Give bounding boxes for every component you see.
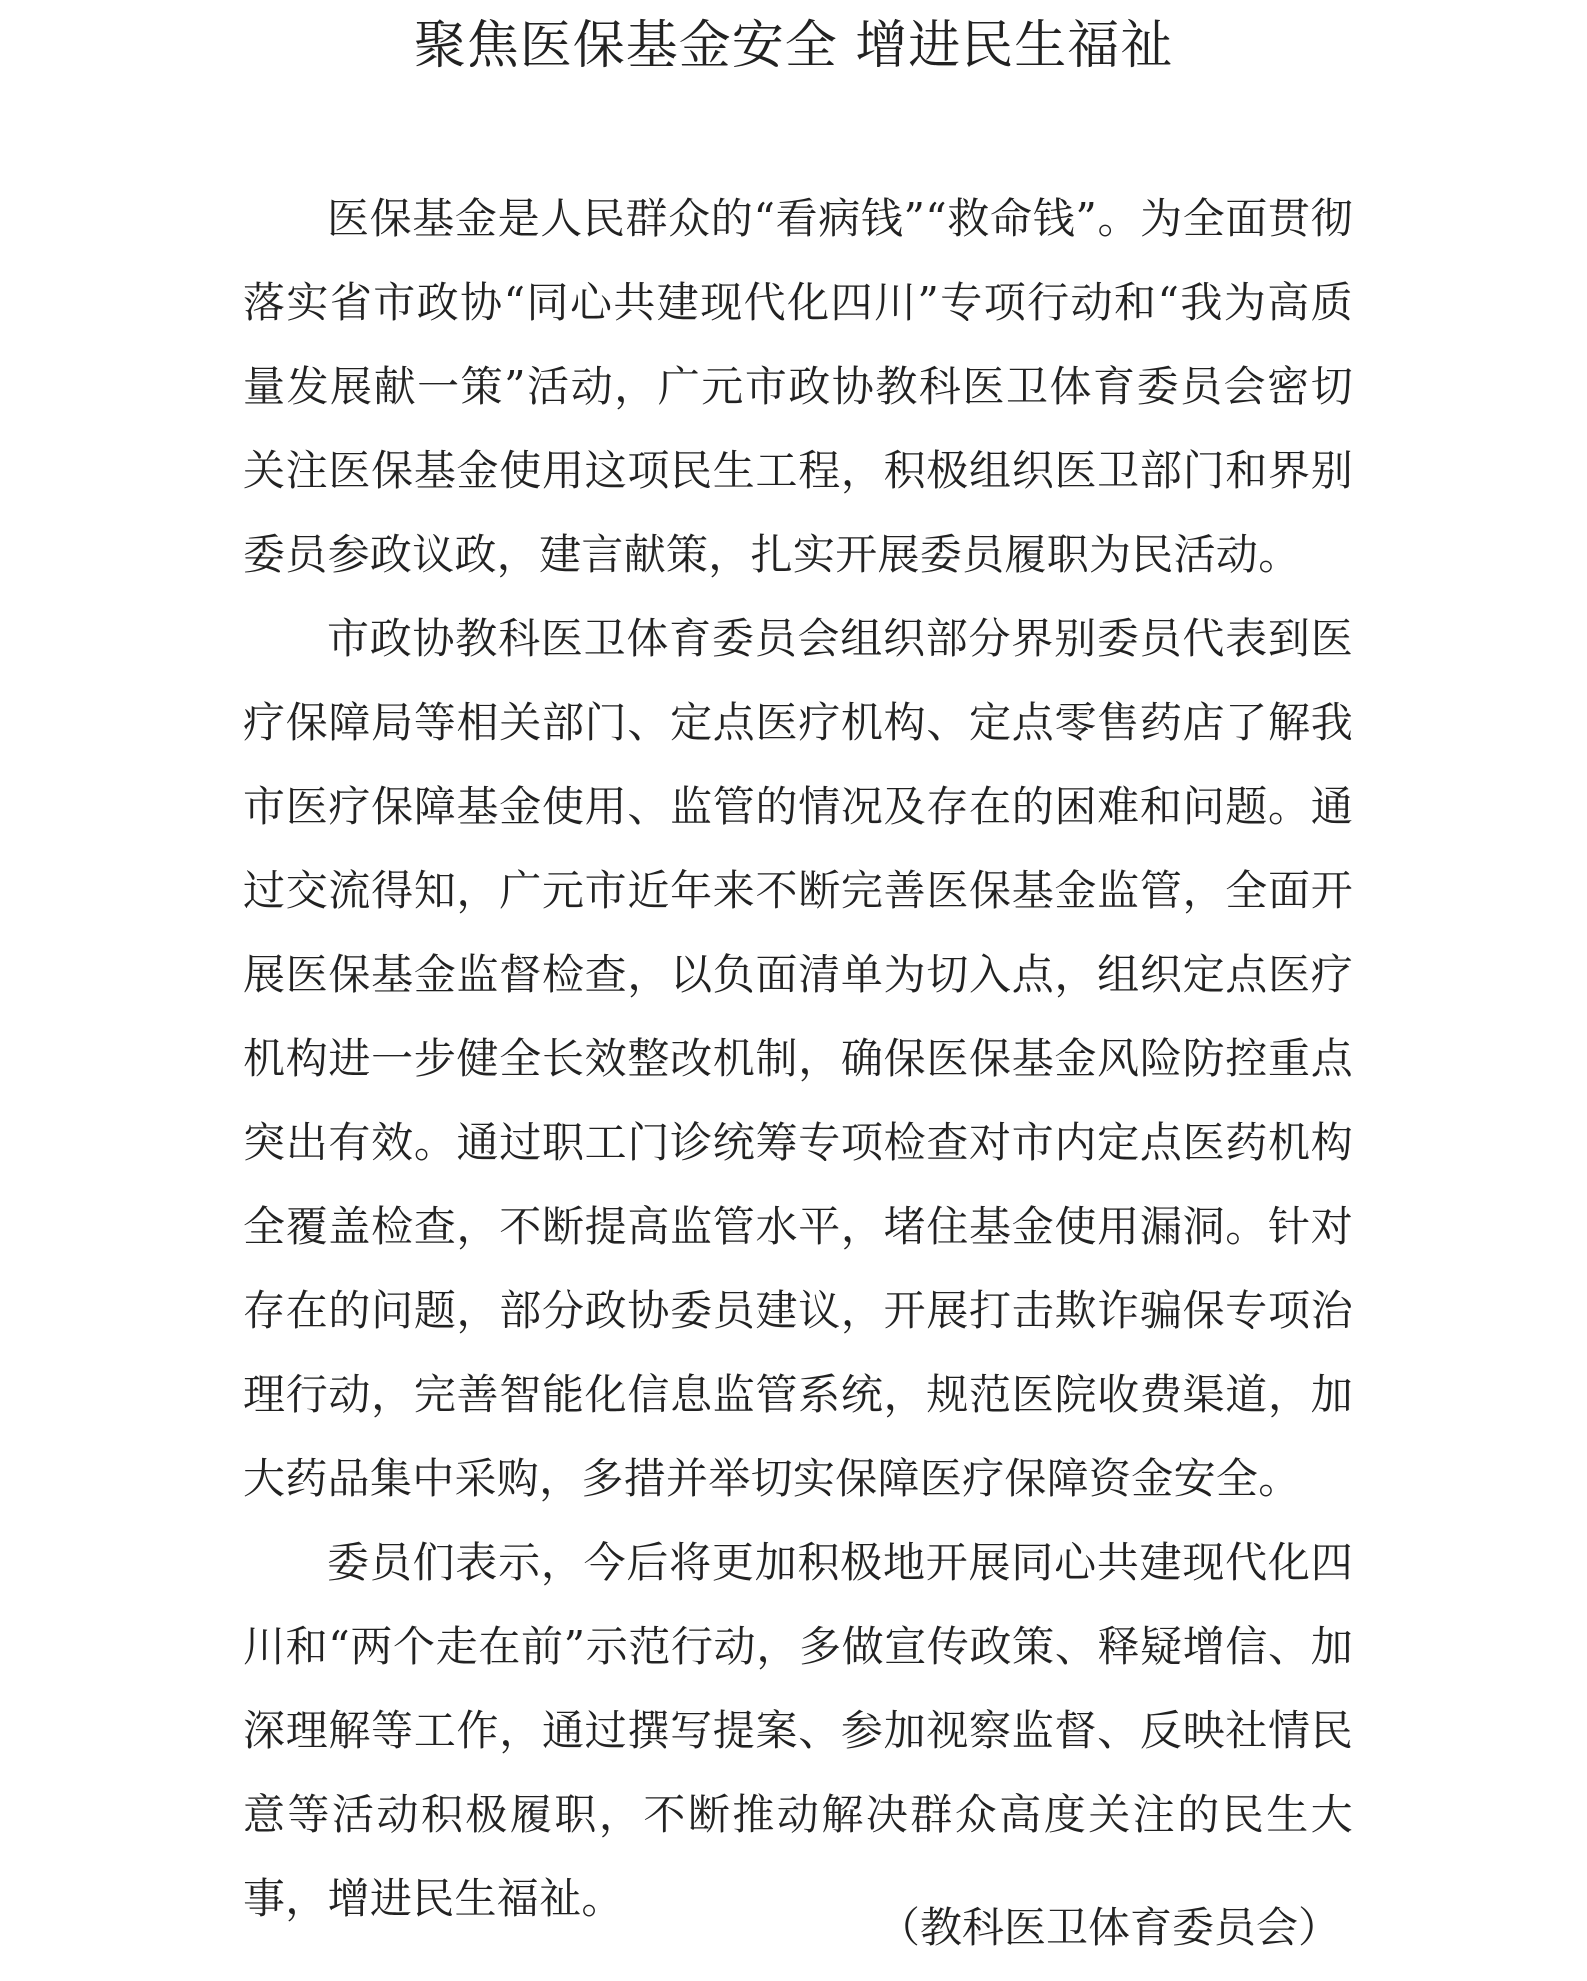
document-signature: （教科医卫体育委员会） [877,1903,1340,1952]
paragraph-intro: 医保基金是人民群众的“看病钱”“救命钱”。为全面贯彻落实省市政协“同心共建现代化四川”专项行动和“我为高质量发展献一策”活动，广元市政协教科医卫体育委员会密切关注医保基金使用这项民生工程，积极组织医卫部门和界别委员参政议政，建言献策，扎实开展委员履职为民活动。 [243,194,1353,579]
paragraph-outlook: 委员们表示，今后将更加积极地开展同心共建现代化四川和“两个走在前”示范行动，多做宣传政策、释疑增信、加深理解等工作，通过撰写提案、参加视察监督、反映社情民意等活动积极履职，不断推动解决群众高度关注的民生大事，增进民生福祉。 [243,1538,1353,1923]
document-body [243,177,1353,1941]
paragraph-investigation: 市政协教科医卫体育委员会组织部分界别委员代表到医疗保障局等相关部门、定点医疗机构、定点零售药店了解我市医疗保障基金使用、监管的情况及存在的困难和问题。通过交流得知，广元市近年来不断完善医保基金监管，全面开展医保基金监督检查，以负面清单为切入点，组织定点医疗机构进一步健全长效整改机制，确保医保基金风险防控重点突出有效。通过职工门诊统筹专项检查对市内定点医药机构全覆盖检查，不断提高监管水平，堵住基金使用漏洞。针对存在的问题，部分政协委员建议，开展打击欺诈骗保专项治理行动，完善智能化信息监管系统，规范医院收费渠道，加大药品集中采购，多措并举切实保障医疗保障资金安全。 [243,614,1353,1503]
document-title: 聚焦医保基金安全 增进民生福祉 [413,16,1174,76]
